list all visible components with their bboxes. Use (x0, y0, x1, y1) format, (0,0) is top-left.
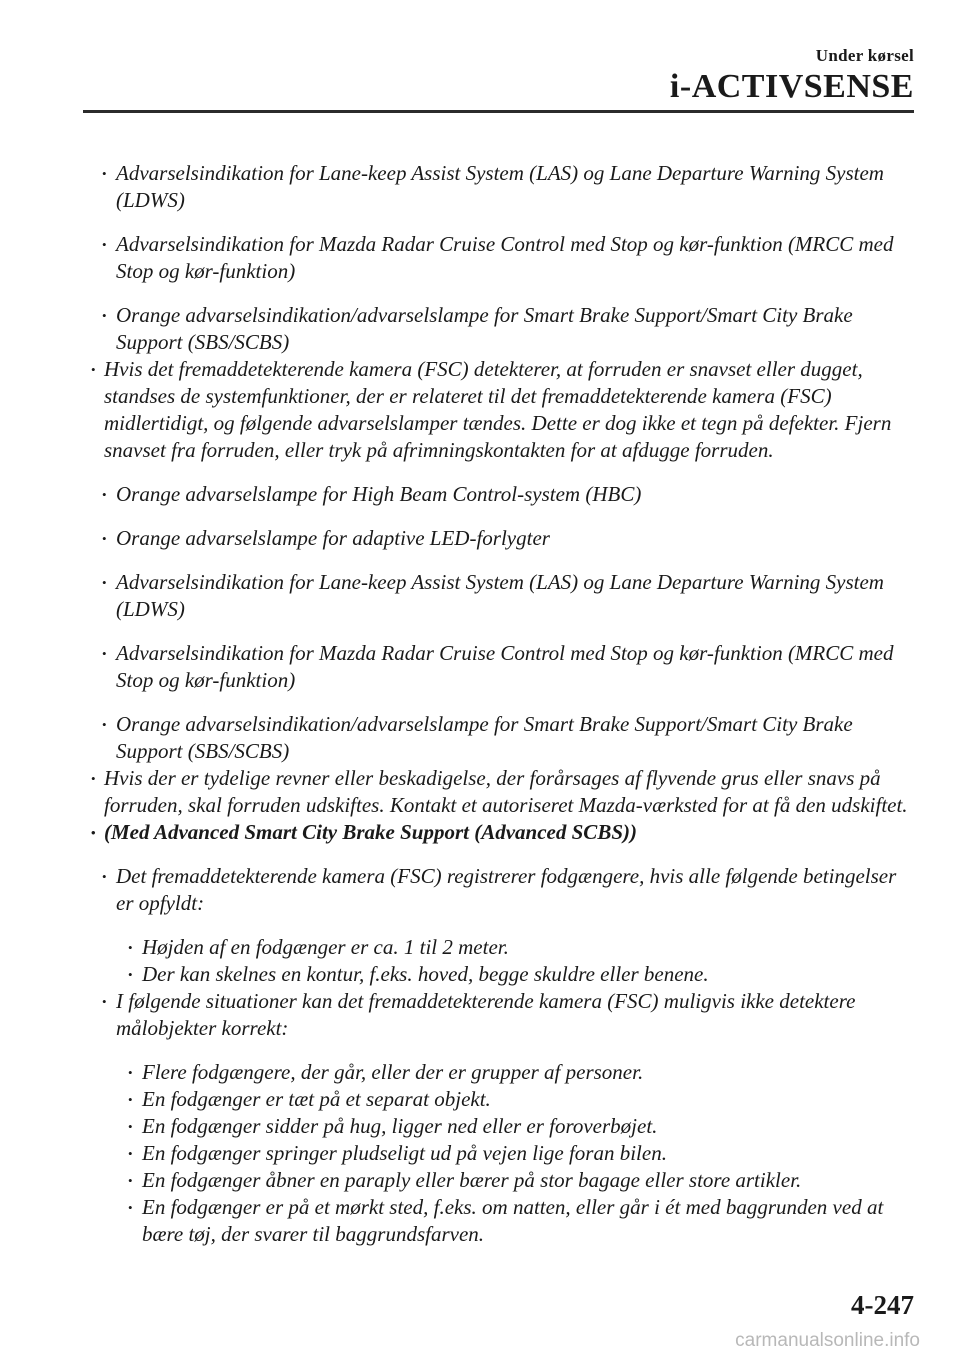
list-item: • En fodgænger åbner en paraply eller bærer på stor bagage eller store artikler. (90, 1167, 915, 1194)
list-item: • En fodgænger springer pludseligt ud på vejen lige foran bilen. (90, 1140, 915, 1167)
list-item: • Der kan skelnes en kontur, f.eks. hoved, begge skuldre eller benene. (90, 961, 915, 988)
paragraph-fsc-dirty: • Hvis det fremaddetekterende kamera (FSC) detekterer, at forruden er snavset eller dugget, standses de systemfunktioner, der er relateret til det fremaddetekterende kamera (FSC) midlertidigt, og følgende advarselslamper tændes. Dette er dog ikke et tegn på defekter. Fjern snavset fra forruden, eller tryk på afrimningskontakten for at afdugge forruden. (90, 356, 915, 464)
page-number: 4-247 (851, 1290, 914, 1320)
section-title: Under kørsel (815, 46, 914, 65)
list-item: • Orange advarselsindikation/advarselslampe for Smart Brake Support/Smart City Brake Support (SBS/SCBS) (90, 302, 915, 356)
list-item: • Advarselsindikation for Lane-keep Assist System (LAS) og Lane Departure Warning System (LDWS) (90, 569, 915, 623)
pedestrian-detection-item: • Det fremaddetekterende kamera (FSC) registrerer fodgængere, hvis alle følgende betingelser er opfyldt: (90, 863, 915, 917)
list-item: • Højden af en fodgænger er ca. 1 til 2 meter. (90, 934, 915, 961)
header-divider (83, 110, 914, 113)
list-item: • En fodgænger er på et mørkt sted, f.eks. om natten, eller går i ét med baggrunden ved at bære tøj, der svarer til baggrundsfarven. (90, 1194, 915, 1248)
list-item: • Advarselsindikation for Mazda Radar Cruise Control med Stop og kør-funktion (MRCC med Stop og kør-funktion) (90, 640, 915, 694)
detection-limits-item: • I følgende situationer kan det fremaddetekterende kamera (FSC) muligvis ikke detektere målobjekter korrekt: (90, 988, 915, 1042)
paragraph-cracks: • Hvis der er tydelige revner eller beskadigelse, der forårsages af flyvende grus eller snavs på forruden, skal forruden udskiftes. Kontakt et autoriseret Mazda-værksted for at få den udskiftet. (90, 765, 915, 819)
list-item: • Advarselsindikation for Lane-keep Assist System (LAS) og Lane Departure Warning System (LDWS) (90, 160, 915, 214)
list-item: • En fodgænger er tæt på et separat objekt. (90, 1086, 915, 1113)
list-item: • Orange advarselslampe for adaptive LED-forlygter (90, 525, 915, 552)
list-item: • En fodgænger sidder på hug, ligger ned eller er foroverbøjet. (90, 1113, 915, 1140)
list-item: • Orange advarselslampe for High Beam Control-system (HBC) (90, 481, 915, 508)
page-header (670, 46, 914, 106)
advanced-scbs-heading: • (Med Advanced Smart City Brake Support (Advanced SCBS)) (90, 819, 915, 846)
list-item: • Flere fodgængere, der går, eller der er grupper af personer. (90, 1059, 915, 1086)
chapter-title: i-ACTIVSENSE (669, 68, 914, 105)
watermark: carmanualsonline.info (735, 1330, 920, 1351)
list-item: • Advarselsindikation for Mazda Radar Cruise Control med Stop og kør-funktion (MRCC med Stop og kør-funktion) (90, 231, 915, 285)
document-body (90, 160, 915, 1248)
list-item: • Orange advarselsindikation/advarselslampe for Smart Brake Support/Smart City Brake Support (SBS/SCBS) (90, 711, 915, 765)
